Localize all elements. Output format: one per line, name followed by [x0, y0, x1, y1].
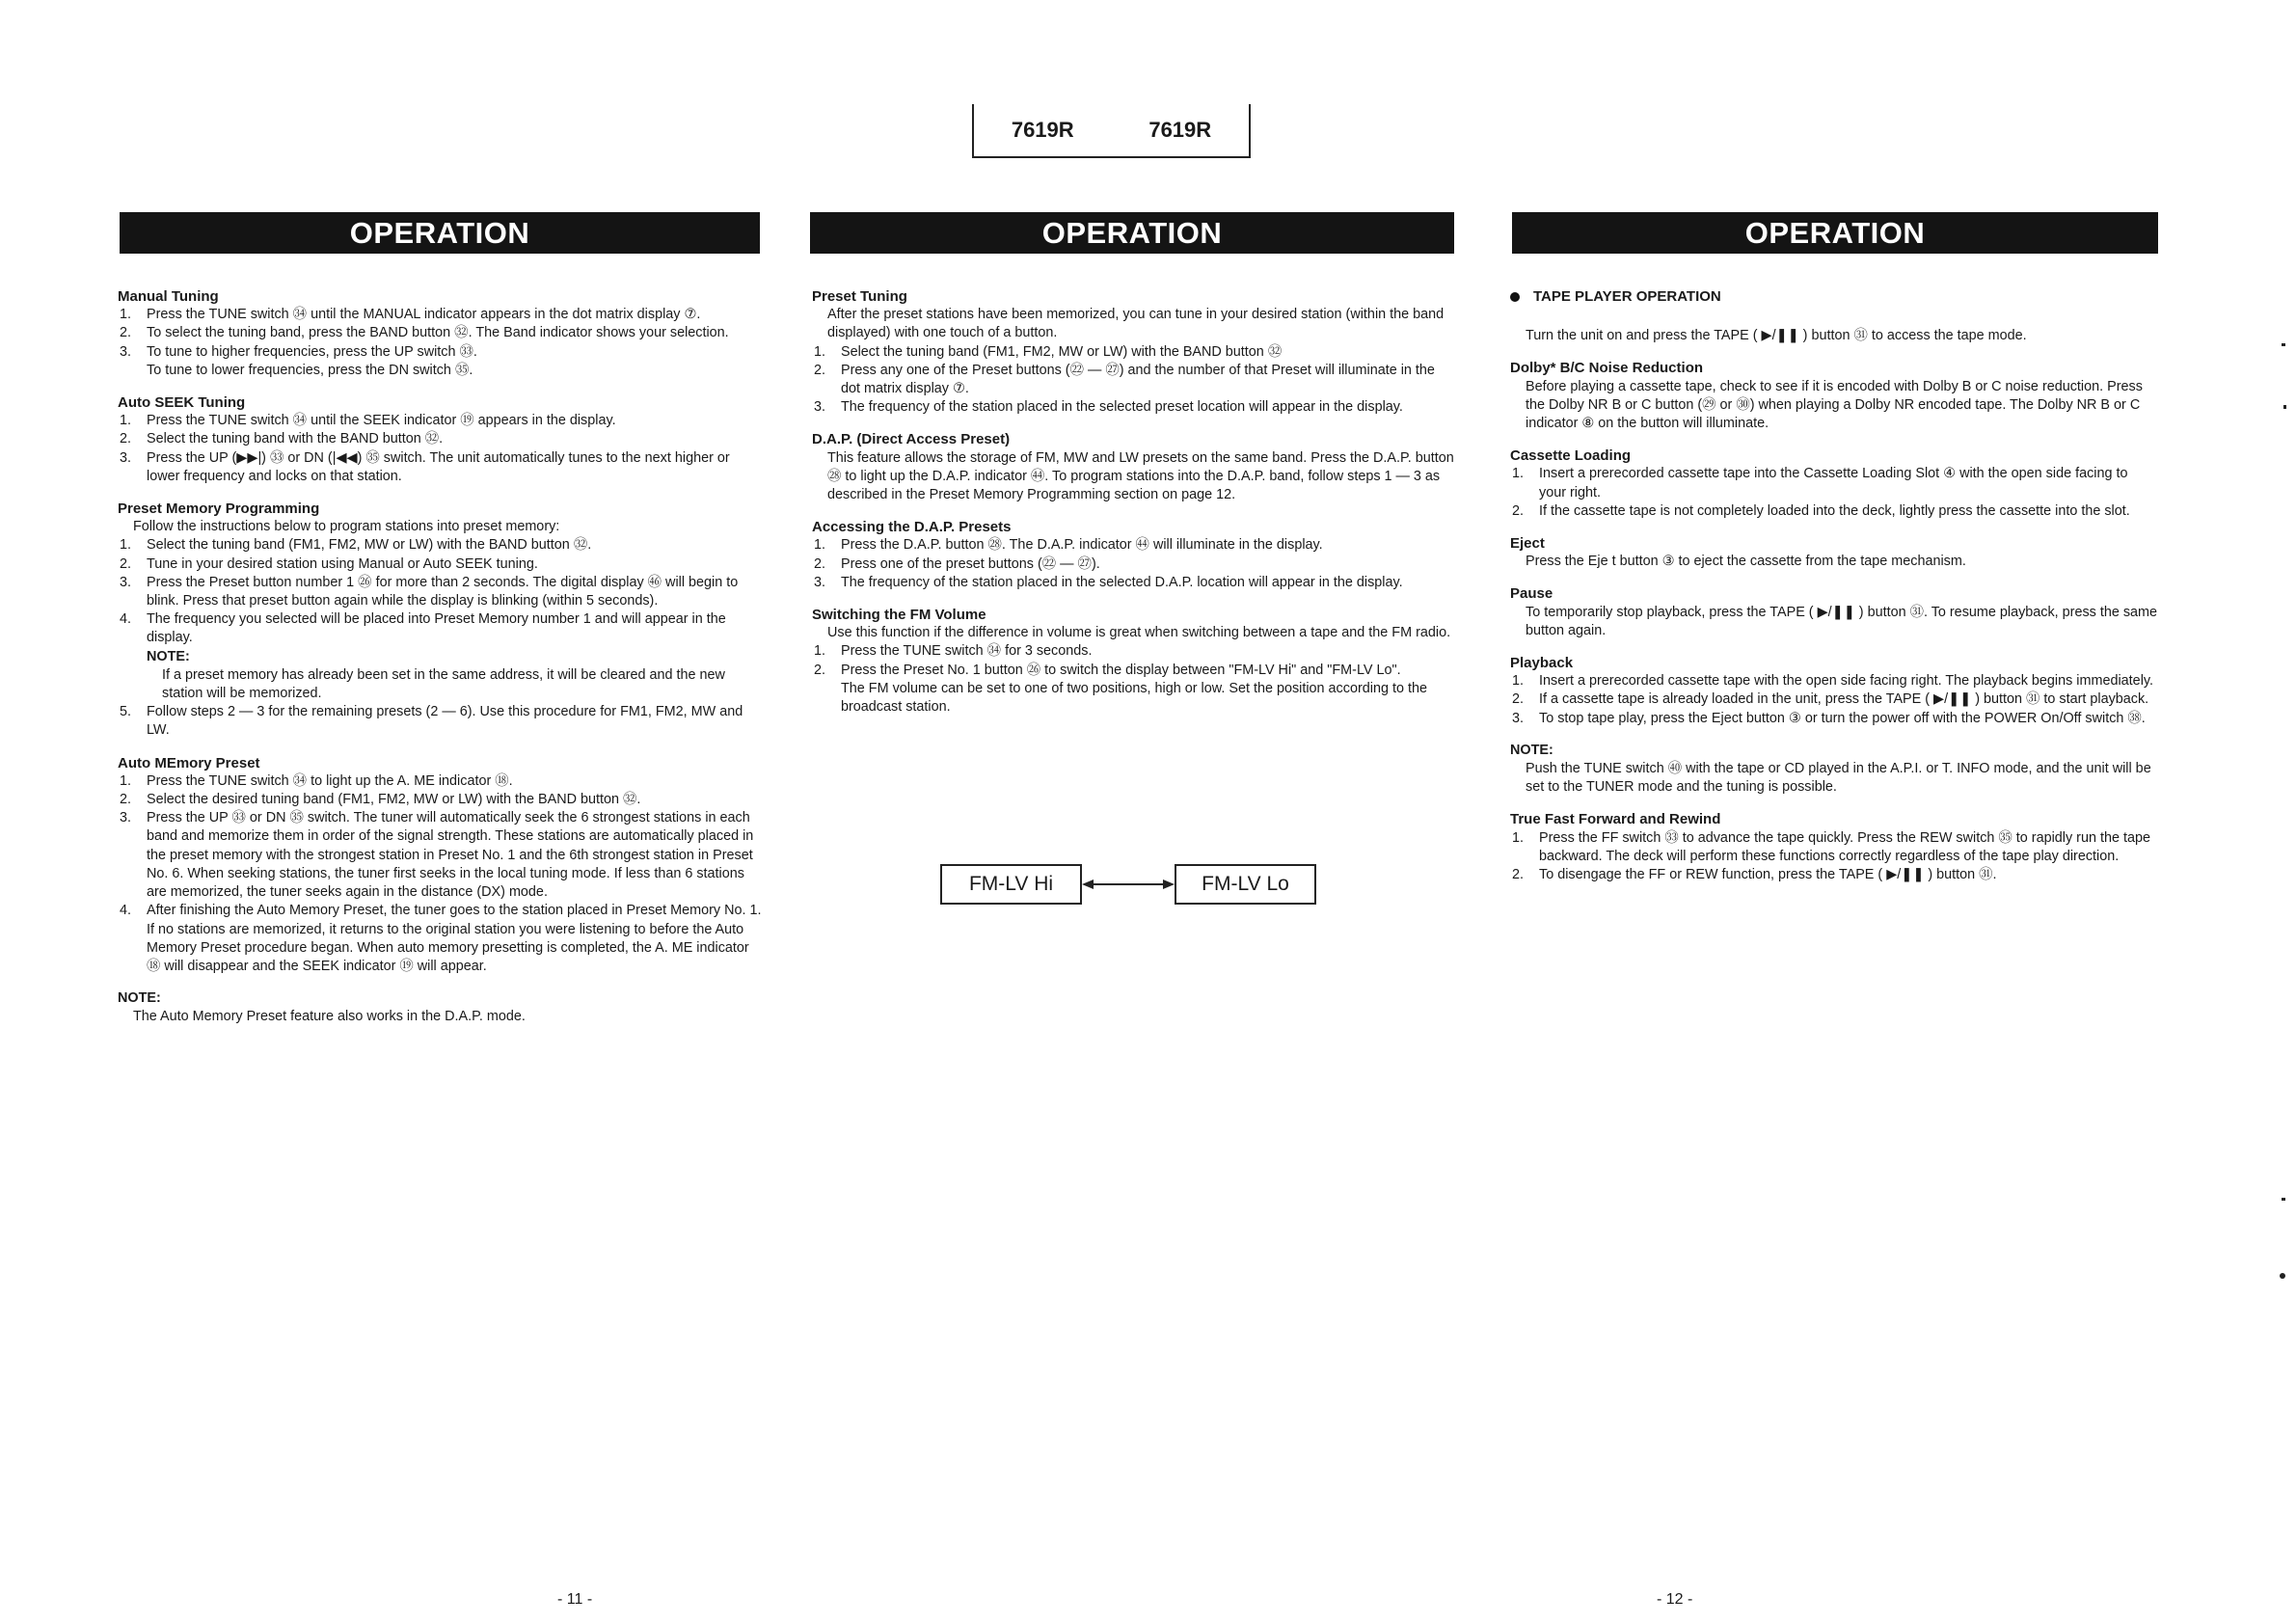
note-label: NOTE: [147, 648, 190, 664]
body-text: Press the Eje t button ③ to eject the cassette from the tape mechanism. [1526, 554, 1966, 570]
scan-speck [2282, 1198, 2285, 1201]
section-accessing-dap [812, 518, 1456, 592]
section-heading: Preset Tuning [812, 288, 907, 305]
section-heading: Playback [1510, 655, 1574, 672]
operation-banner-middle: OPERATION [810, 212, 1454, 254]
section-playback [1510, 654, 2158, 728]
list-item: 1. Insert a prerecorded cassette tape with the open side facing right. The playback begins immediately. [1512, 673, 2154, 690]
list-item: 2. To select the tuning band, press the BAND button ㉜. The Band indicator shows your selection. [120, 325, 729, 341]
list-item: 2. To disengage the FF or REW function, press the TAPE ( ▶/❚❚ ) button ㉛. [1512, 867, 1997, 883]
note-block [118, 989, 762, 1026]
list-item: 5. Follow steps 2 — 3 for the remaining presets (2 — 6). Use this procedure for FM1, FM2, MW and LW. [120, 704, 743, 739]
list-item: 3. To tune to higher frequencies, press the UP switch ㉝. To tune to lower frequencies, press the DN switch ㉟. [120, 343, 477, 378]
section-auto-seek [118, 393, 762, 486]
section-eject [1510, 534, 2158, 571]
fm-lv-lo-box: FM-LV Lo [1175, 864, 1316, 905]
section-preset-tuning [812, 287, 1456, 417]
model-number-box [972, 104, 1251, 158]
section-heading: Auto MEmory Preset [118, 754, 260, 771]
list-item: 1. Select the tuning band (FM1, FM2, MW or LW) with the BAND button ㉜ [814, 343, 1283, 360]
list-item: 1. Press the D.A.P. button ㉘. The D.A.P. indicator ㊹ will illuminate in the display. [814, 537, 1323, 554]
section-heading: D.A.P. (Direct Access Preset) [812, 431, 1011, 448]
section-heading: Manual Tuning [118, 288, 219, 305]
body-text: Turn the unit on and press the TAPE ( ▶/❚❚ ) button ㉛ to access the tape mode. [1526, 328, 2027, 344]
section-fm-volume [812, 606, 1456, 717]
section-heading: Accessing the D.A.P. Presets [812, 519, 1012, 536]
list-item: 2. If the cassette tape is not completely loaded into the deck, lightly press the cassette into the slot. [1512, 502, 2130, 519]
section-dap [812, 430, 1456, 504]
intro-text: Follow the instructions below to program stations into preset memory: [133, 519, 560, 535]
list-item: 1. Insert a prerecorded cassette tape into the Cassette Loading Slot ④ with the open side facing to your right. [1512, 466, 2128, 501]
section-heading: TAPE PLAYER OPERATION [1510, 287, 2158, 306]
list-item: 2. Select the tuning band with the BAND button ㉜. [120, 431, 444, 447]
list-item: 1. Select the tuning band (FM1, FM2, MW or LW) with the BAND button ㉜. [120, 537, 592, 554]
body-text: This feature allows the storage of FM, MW and LW presets on the same band. Press the D.A.P. button ㉘ to light up the D.A.P. indicator ㊹. To program stations into the D.A.P. band, follow steps 1 — 3 as described in the Preset Memory Programming section on page 12. [827, 449, 1454, 503]
list-item: 3. Press the UP (▶▶|) ㉝ or DN (|◀◀) ㉟ switch. The unit automatically tunes to the next higher or lower frequency and locks on that station. [120, 449, 730, 484]
operation-banner-left: OPERATION [120, 212, 760, 254]
column-right [1510, 287, 2158, 898]
list-item: 3. The frequency of the station placed in the selected D.A.P. location will appear in the display. [814, 574, 1403, 590]
section-heading: Cassette Loading [1510, 447, 1632, 465]
section-auto-memory [118, 754, 762, 976]
section-fast-forward [1510, 810, 2158, 884]
column-middle [812, 287, 1456, 730]
bullet-icon [1510, 292, 1520, 302]
note-text: The Auto Memory Preset feature also works in the D.A.P. mode. [133, 1009, 526, 1025]
note-label: NOTE: [1510, 742, 1553, 758]
list-item: 4. The frequency you selected will be placed into Preset Memory number 1 and will appear in the display. NOTE: If a preset memory has already been set in the same address, it will be cleared and the new station will be memorized. [118, 610, 762, 703]
list-item: 1. Press the TUNE switch ㉞ until the MANUAL indicator appears in the dot matrix display ⑦. [120, 307, 701, 323]
note-text: Push the TUNE switch ㊵ with the tape or CD played in the A.P.I. or T. INFO mode, and the unit will be set to the TUNER mode and the tuning is possible. [1526, 761, 2151, 796]
section-heading: Auto SEEK Tuning [118, 394, 246, 412]
note-text: If a preset memory has already been set in the same address, it will be cleared and the new station will be memorized. [162, 666, 725, 702]
list-item: 4. After finishing the Auto Memory Preset, the tuner goes to the station placed in Preset Memory No. 1. If no stations are memorized, it returns to the original station you were listening to before the Auto Memory Preset procedure began. When auto memory presetting is completed, the A. ME indicator ⑱ will disappear and the SEEK indicator ⑲ will appear. [120, 903, 762, 974]
double-arrow-icon [1080, 874, 1176, 895]
list-item: 2. Select the desired tuning band (FM1, FM2, MW or LW) with the BAND button ㉜. [120, 792, 641, 808]
list-item: 2. Press any one of the Preset buttons (㉒ — ㉗) and the number of that Preset will illuminate in the dot matrix display ⑦. [814, 362, 1435, 397]
scan-speck [2282, 343, 2285, 346]
list-item: 1. Press the TUNE switch ㉞ for 3 seconds. [814, 643, 1093, 660]
list-item: 3. The frequency of the station placed in the selected preset location will appear in the display. [814, 399, 1403, 416]
list-item: 1. Press the TUNE switch ㉞ to light up the A. ME indicator ⑱. [120, 772, 513, 789]
section-tape-player [1510, 287, 2158, 345]
body-text: To temporarily stop playback, press the TAPE ( ▶/❚❚ ) button ㉛. To resume playback, press the same button again. [1526, 604, 2158, 638]
section-heading: Pause [1510, 585, 1553, 603]
list-item: 3. Press the Preset button number 1 ㉖ for more than 2 seconds. The digital display ㊻ will begin to blink. Press that preset button again while the display is blinking (within 5 seconds). [120, 574, 739, 609]
section-cassette-loading [1510, 447, 2158, 521]
body-text: Before playing a cassette tape, check to see if it is encoded with Dolby B or C noise reduction. Press the Dolby NR B or C button (㉙ or ㉚) when playing a Dolby NR encoded tape. The Dolby NR B or C indicator ⑧ on the button will illuminate. [1526, 378, 2143, 432]
operation-banner-right: OPERATION [1512, 212, 2158, 254]
section-heading: True Fast Forward and Rewind [1510, 811, 1721, 828]
section-dolby [1510, 359, 2158, 433]
scan-speck [2283, 405, 2286, 409]
section-preset-memory [118, 500, 762, 741]
note-label: NOTE: [118, 990, 161, 1007]
list-item: 2. Press the Preset No. 1 button ㉖ to switch the display between "FM-LV Hi" and "FM-LV Lo". The FM volume can be set to one of two positions, high or low. Set the position according to the broadcast station. [814, 662, 1427, 716]
model-number-left: 7619R [1011, 118, 1074, 142]
fm-volume-diagram [940, 864, 1316, 907]
note-block [1510, 742, 2158, 798]
section-heading: Eject [1510, 535, 1545, 553]
list-item: 1. Press the FF switch ㉝ to advance the tape quickly. Press the REW switch ㉟ to rapidly run the tape backward. The deck will perform these functions correctly regardless of the tape play direction. [1512, 829, 2150, 864]
list-item: 2. Tune in your desired station using Manual or Auto SEEK tuning. [120, 555, 538, 572]
list-item: 2. If a cassette tape is already loaded in the unit, press the TAPE ( ▶/❚❚ ) button ㉛ to start playback. [1512, 691, 2149, 708]
section-manual-tuning [118, 287, 762, 380]
list-item: 1. Press the TUNE switch ㉞ until the SEEK indicator ⑲ appears in the display. [120, 413, 616, 429]
fm-lv-hi-box: FM-LV Hi [940, 864, 1082, 905]
section-heading: Preset Memory Programming [118, 501, 320, 518]
intro-text: Use this function if the difference in volume is great when switching between a tape and the FM radio. [827, 625, 1451, 641]
page-number-right: - 12 - [1657, 1591, 1693, 1608]
model-number-right: 7619R [1148, 118, 1212, 142]
intro-text: After the preset stations have been memorized, you can tune in your desired station (within the band displayed) with one touch of a button. [827, 307, 1445, 341]
section-pause [1510, 584, 2158, 640]
section-heading: Dolby* B/C Noise Reduction [1510, 360, 1704, 377]
section-heading: Switching the FM Volume [812, 607, 986, 624]
list-item: 3. Press the UP ㉝ or DN ㉟ switch. The tuner will automatically seek the 6 strongest stations in each band and memorize them in order of the signal strength. These stations are automatically placed in the preset memory with the strongest station in Preset No. 1 and the 6th strongest station in Preset No. 6. When seeking stations, the tuner first seeks in the local tuning mode. If less than 6 stations are memorized, the tuner seeks again in the distance (DX) mode. [120, 810, 754, 901]
list-item: 3. To stop tape play, press the Eject button ③ or turn the power off with the POWER On/Off switch ㊳. [1512, 710, 2146, 726]
list-item: 2. Press one of the preset buttons (㉒ — ㉗). [814, 555, 1100, 572]
scan-speck [2280, 1273, 2285, 1279]
column-left [118, 287, 762, 1041]
page-number-left: - 11 - [557, 1591, 593, 1608]
